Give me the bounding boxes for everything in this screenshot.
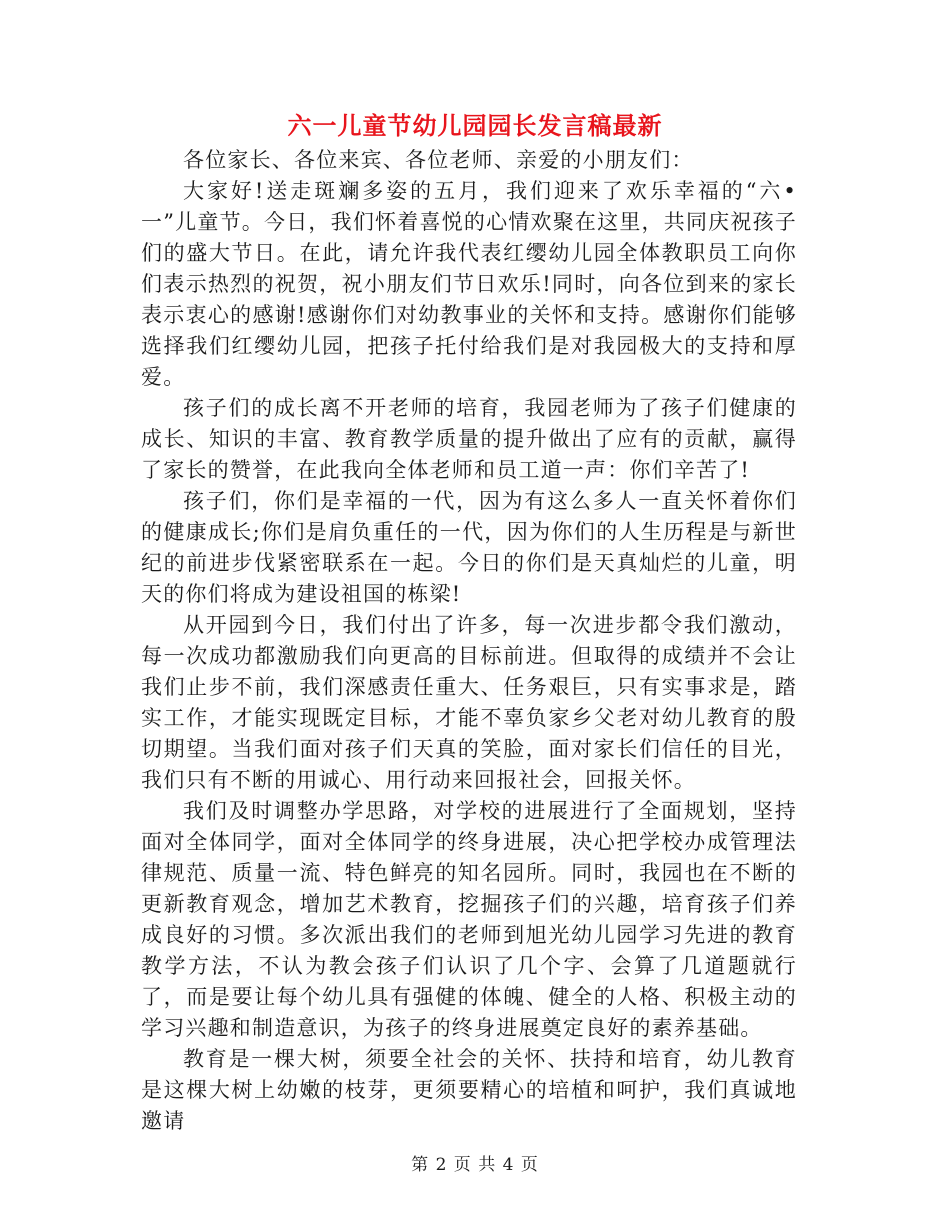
paragraph: 孩子们的成长离不开老师的培育，我园老师为了孩子们健康的成长、知识的丰富、教育教学质量的提升做出了应有的贡献，赢得了家长的赞誉，在此我向全体老师和员工道一声：你们辛苦了! bbox=[141, 396, 797, 482]
page-number-footer: 第 2 页 共 4 页 bbox=[411, 1155, 539, 1175]
document-body bbox=[141, 145, 797, 1137]
paragraph: 教育是一棵大树，须要全社会的关怀、扶持和培育，幼儿教育是这棵大树上幼嫩的枝芽，更须要精心的培植和呵护，我们真诚地邀请 bbox=[141, 1047, 797, 1133]
paragraph-salutation: 各位家长、各位来宾、各位老师、亲爱的小朋友们： bbox=[183, 148, 694, 172]
paragraph: 我们及时调整办学思路，对学校的进展进行了全面规划，坚持面对全体同学，面对全体同学的终身进展，决心把学校办成管理法律规范、质量一流、特色鲜亮的知名园所。同时，我园也在不断的更新教育观念，增加艺术教育，挖掘孩子们的兴趣，培育孩子们养成良好的习惯。多次派出我们的老师到旭光幼儿园学习先进的教育教学方法，不认为教会孩子们认识了几个字、会算了几道题就行了，而是要让每个幼儿具有强健的体魄、健全的人格、积极主动的学习兴趣和制造意识，为孩子的终身进展奠定良好的素养基础。 bbox=[141, 799, 797, 1040]
paragraph: 孩子们，你们是幸福的一代，因为有这么多人一直关怀着你们的健康成长;你们是肩负重任的一代，因为你们的人生历程是与新世纪的前进步伐紧密联系在一起。今日的你们是天真灿烂的儿童，明天的你们将成为建设祖国的栋梁! bbox=[141, 489, 797, 606]
document-title: 六一儿童节幼儿园园长发言稿最新 bbox=[287, 111, 663, 140]
paragraph: 从开园到今日，我们付出了许多，每一次进步都令我们激动，每一次成功都激励我们向更高的目标前进。但取得的成绩并不会让我们止步不前，我们深感责任重大、任务艰巨，只有实事求是，踏实工作，才能实现既定目标，才能不辜负家乡父老对幼儿教育的殷切期望。当我们面对孩子们天真的笑脸，面对家长们信任的目光，我们只有不断的用诚心、用行动来回报社会，回报关怀。 bbox=[141, 613, 797, 792]
paragraph: 大家好!送走斑斓多姿的五月，我们迎来了欢乐幸福的“六•一”儿童节。今日，我们怀着喜悦的心情欢聚在这里，共同庆祝孩子们的盛大节日。在此，请允许我代表红缨幼儿园全体教职员工向你们表示热烈的祝贺，祝小朋友们节日欢乐!同时，向各位到来的家长表示衷心的感谢!感谢你们对幼教事业的关怀和支持。感谢你们能够选择我们红缨幼儿园，把孩子托付给我们是对我园极大的支持和厚爱。 bbox=[141, 179, 797, 389]
